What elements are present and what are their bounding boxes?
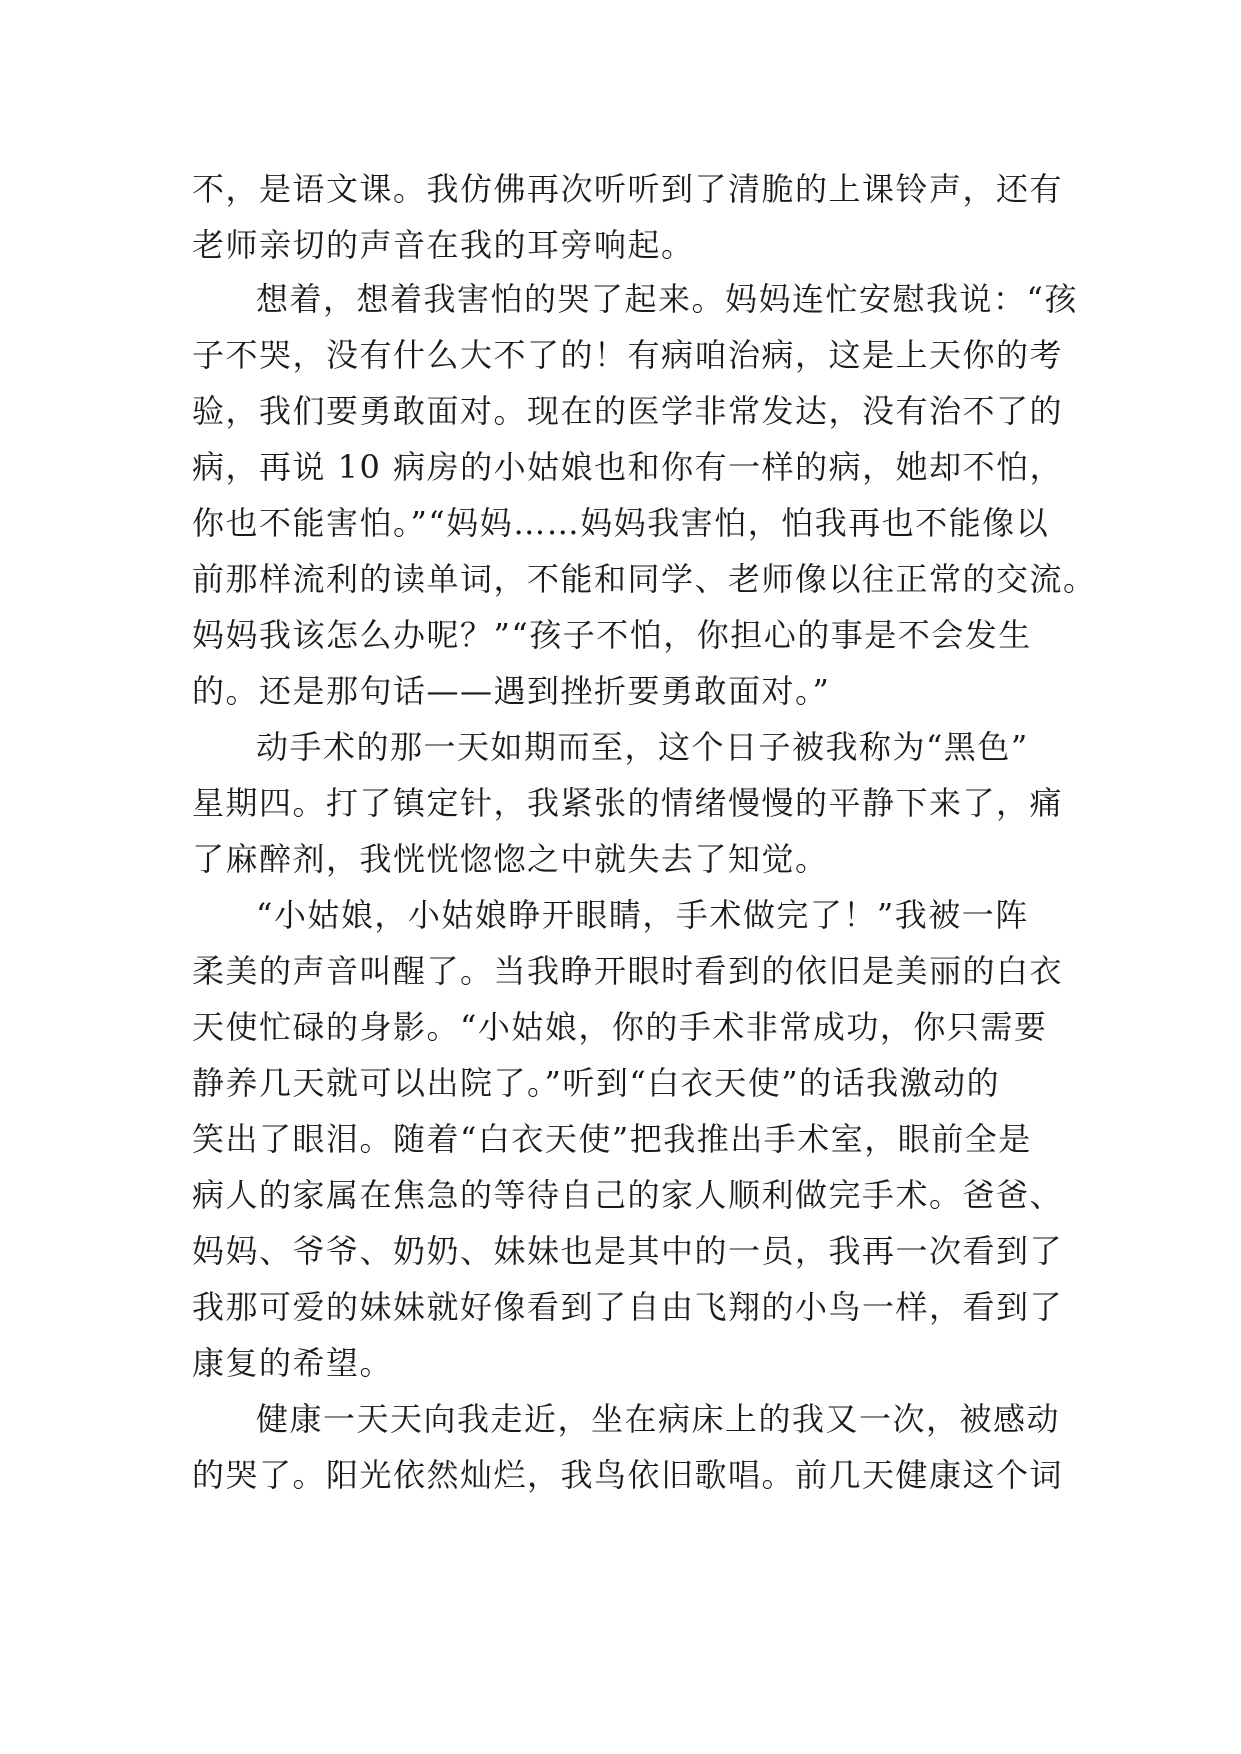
text-line: 的哭了。阳光依然灿烂，我鸟依旧歌唱。前几天健康这个词: [192, 1456, 1064, 1494]
text-line: 老师亲切的声音在我的耳旁响起。: [192, 226, 695, 264]
text-line: 病人的家属在焦急的等待自己的家人顺利做完手术。爸爸、: [192, 1176, 1064, 1214]
text-line: 康复的希望。: [192, 1344, 394, 1382]
text-line: 的。还是那句话——遇到挫折要勇敢面对。”: [192, 672, 831, 710]
text-line: 你也不能害怕。”“妈妈……妈妈我害怕，怕我再也不能像以: [192, 504, 1050, 542]
paragraph-first-line: “小姑娘，小姑娘睁开眼睛，手术做完了！”我被一阵: [256, 896, 1029, 934]
text-line: 天使忙碌的身影。“小姑娘，你的手术非常成功，你只需要: [192, 1008, 1048, 1046]
text-line: 前那样流利的读单词，不能和同学、老师像以往正常的交流。: [192, 560, 1097, 598]
text-line: 了麻醉剂，我恍恍惚惚之中就失去了知觉。: [192, 840, 829, 878]
text-line: 我那可爱的妹妹就好像看到了自由飞翔的小鸟一样，看到了: [192, 1288, 1064, 1326]
text-line: 病，再说 10 病房的小姑娘也和你有一样的病，她却不怕，: [192, 448, 1064, 486]
paragraph-first-line: 想着，想着我害怕的哭了起来。妈妈连忙安慰我说：“孩: [256, 280, 1078, 318]
text-line: 笑出了眼泪。随着“白衣天使”把我推出手术室，眼前全是: [192, 1120, 1032, 1158]
text-line: 柔美的声音叫醒了。当我睁开眼时看到的依旧是美丽的白衣: [192, 952, 1064, 990]
text-line: 星期四。打了镇定针，我紧张的情绪慢慢的平静下来了，痛: [192, 784, 1064, 822]
text-line: 静养几天就可以出院了。”听到“白衣天使”的话我激动的: [192, 1064, 1001, 1102]
paragraph-first-line: 健康一天天向我走近，坐在病床上的我又一次，被感动: [256, 1400, 1061, 1438]
text-line: 妈妈、爷爷、奶奶、妹妹也是其中的一员，我再一次看到了: [192, 1232, 1064, 1270]
text-line: 子不哭，没有什么大不了的！有病咱治病，这是上天你的考: [192, 336, 1064, 374]
text-line: 不，是语文课。我仿佛再次听听到了清脆的上课铃声，还有: [192, 170, 1064, 208]
paragraph-first-line: 动手术的那一天如期而至，这个日子被我称为“黑色”: [256, 728, 1029, 766]
text-line: 验，我们要勇敢面对。现在的医学非常发达，没有治不了的: [192, 392, 1064, 430]
text-line: 妈妈我该怎么办呢？”“孩子不怕，你担心的事是不会发生: [192, 616, 1032, 654]
